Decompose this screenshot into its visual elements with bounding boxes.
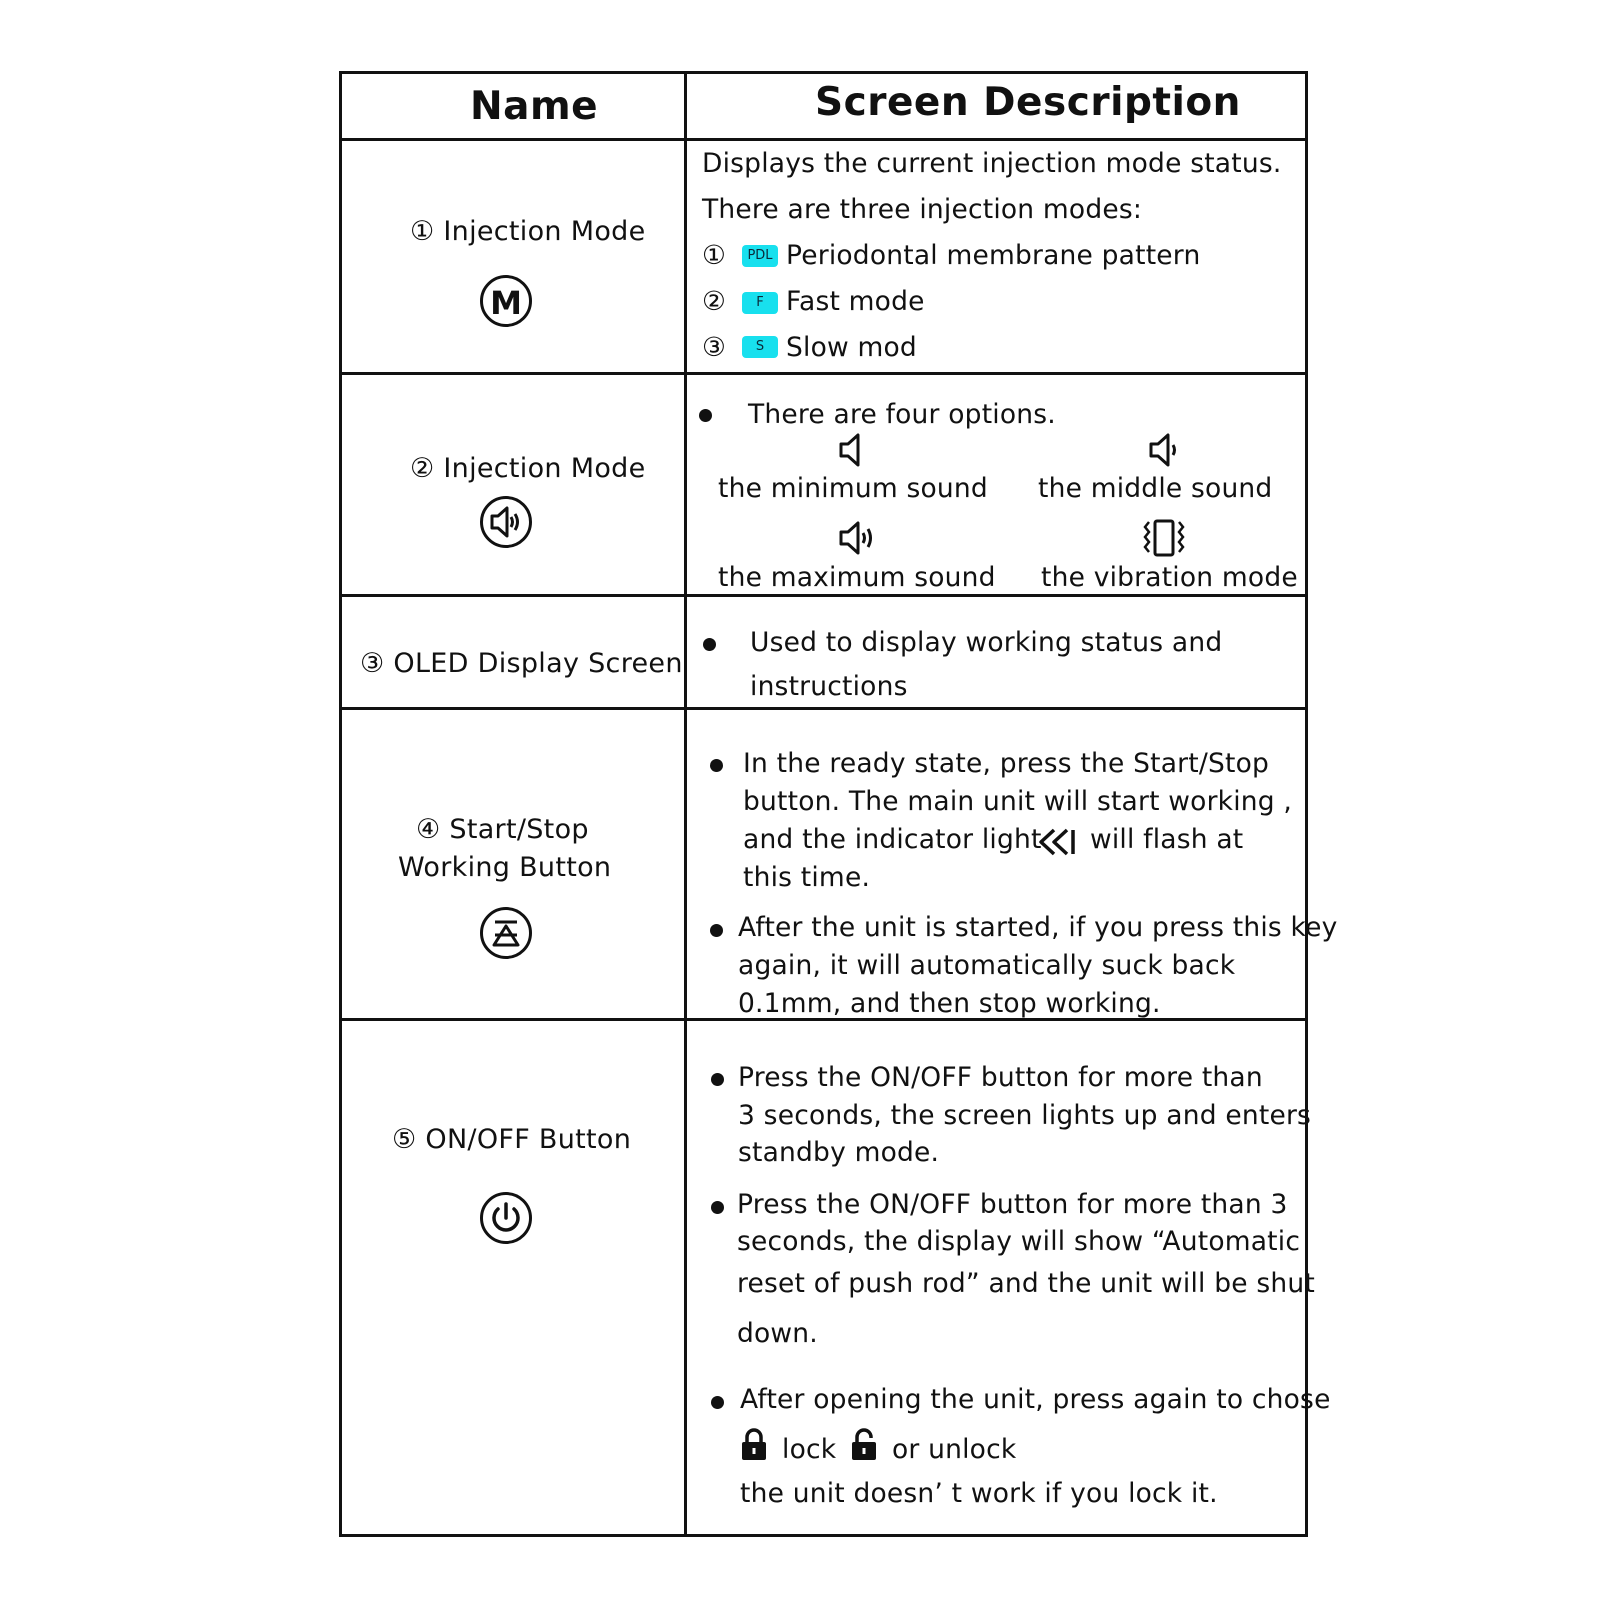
power-icon — [480, 1192, 532, 1244]
row4-name-line2: Working Button — [398, 852, 612, 883]
row1-desc-line1: Displays the current injection mode status. — [702, 148, 1282, 179]
speaker-min-icon — [838, 432, 868, 468]
header-description: Screen Description — [815, 80, 1241, 125]
bullet-dot — [711, 1396, 724, 1409]
row5-b2-line4: down. — [737, 1318, 818, 1349]
row5-b2-line2: seconds, the display will show “Automatic — [737, 1226, 1301, 1257]
row4-b1-line3b: will flash at — [1090, 824, 1244, 855]
row-divider — [342, 138, 1305, 141]
row4-b1-line1: In the ready state, press the Start/Stop — [743, 748, 1270, 779]
row4-b2-line2: again, it will automatically suck back — [738, 950, 1236, 981]
row5-b1-line1: Press the ON/OFF button for more than — [738, 1062, 1263, 1093]
row5-b3-line3: the unit doesn’ t work if you lock it. — [740, 1478, 1218, 1509]
bullet-dot — [710, 759, 723, 772]
mode3-number: ③ — [702, 332, 726, 363]
option-vibration-label: the vibration mode — [1041, 562, 1298, 593]
row-divider — [342, 594, 1305, 597]
mode3-label: Slow mod — [786, 332, 917, 363]
speaker-icon — [480, 496, 532, 548]
row4-b1-line4: this time. — [743, 862, 871, 893]
row3-line2: instructions — [750, 671, 908, 702]
mode1-number: ① — [702, 240, 726, 271]
row3-name: ③ OLED Display Screen — [360, 648, 683, 679]
lock-icon — [738, 1428, 770, 1462]
bullet-dot — [703, 638, 716, 651]
bullet-dot — [711, 1073, 724, 1086]
row-divider — [342, 372, 1305, 375]
row5-b2-line1: Press the ON/OFF button for more than 3 — [737, 1189, 1288, 1220]
speaker-max-icon — [838, 520, 880, 556]
mode2-label: Fast mode — [786, 286, 925, 317]
lock-label: lock — [782, 1434, 837, 1465]
header-name: Name — [470, 84, 599, 129]
bullet-dot — [711, 1201, 724, 1214]
row-divider — [342, 707, 1305, 710]
mode-m-icon: M — [480, 275, 532, 327]
unlock-label: or unlock — [892, 1434, 1017, 1465]
speaker-mid-icon — [1148, 432, 1188, 468]
row4-b2-line1: After the unit is started, if you press this key — [738, 912, 1338, 943]
option-min-label: the minimum sound — [718, 473, 988, 504]
indicator-light-icon — [1036, 826, 1080, 858]
vibration-icon — [1140, 518, 1188, 558]
bullet-dot — [710, 924, 723, 937]
row2-name: ② Injection Mode — [410, 453, 646, 484]
row2-intro: There are four options. — [748, 399, 1056, 430]
fast-badge: F — [742, 292, 778, 314]
row5-b3-line1: After opening the unit, press again to chose — [740, 1384, 1331, 1415]
column-divider — [684, 74, 687, 1534]
option-max-label: the maximum sound — [718, 562, 996, 593]
row5-b1-line3: standby mode. — [738, 1137, 940, 1168]
bullet-dot — [699, 409, 712, 422]
row4-b1-line2: button. The main unit will start working , — [743, 786, 1293, 817]
option-mid-label: the middle sound — [1038, 473, 1273, 504]
row4-name-line1: ④ Start/Stop — [416, 814, 589, 845]
row1-desc-line2: There are three injection modes: — [702, 194, 1143, 225]
pdl-badge: PDL — [742, 245, 778, 267]
row5-name: ⑤ ON/OFF Button — [392, 1124, 632, 1155]
slow-badge: S — [742, 336, 778, 358]
row1-name: ① Injection Mode — [410, 216, 646, 247]
mode2-number: ② — [702, 286, 726, 317]
row4-b1-line3a: and the indicator light — [743, 824, 1042, 855]
row3-line1: Used to display working status and — [750, 627, 1223, 658]
row4-b2-line3: 0.1mm, and then stop working. — [738, 988, 1161, 1019]
mode1-label: Periodontal membrane pattern — [786, 240, 1201, 271]
row5-b1-line2: 3 seconds, the screen lights up and enters — [738, 1100, 1312, 1131]
start-stop-icon — [480, 907, 532, 959]
unlock-icon — [848, 1428, 882, 1462]
row5-b2-line3: reset of push rod” and the unit will be shut — [737, 1268, 1315, 1299]
